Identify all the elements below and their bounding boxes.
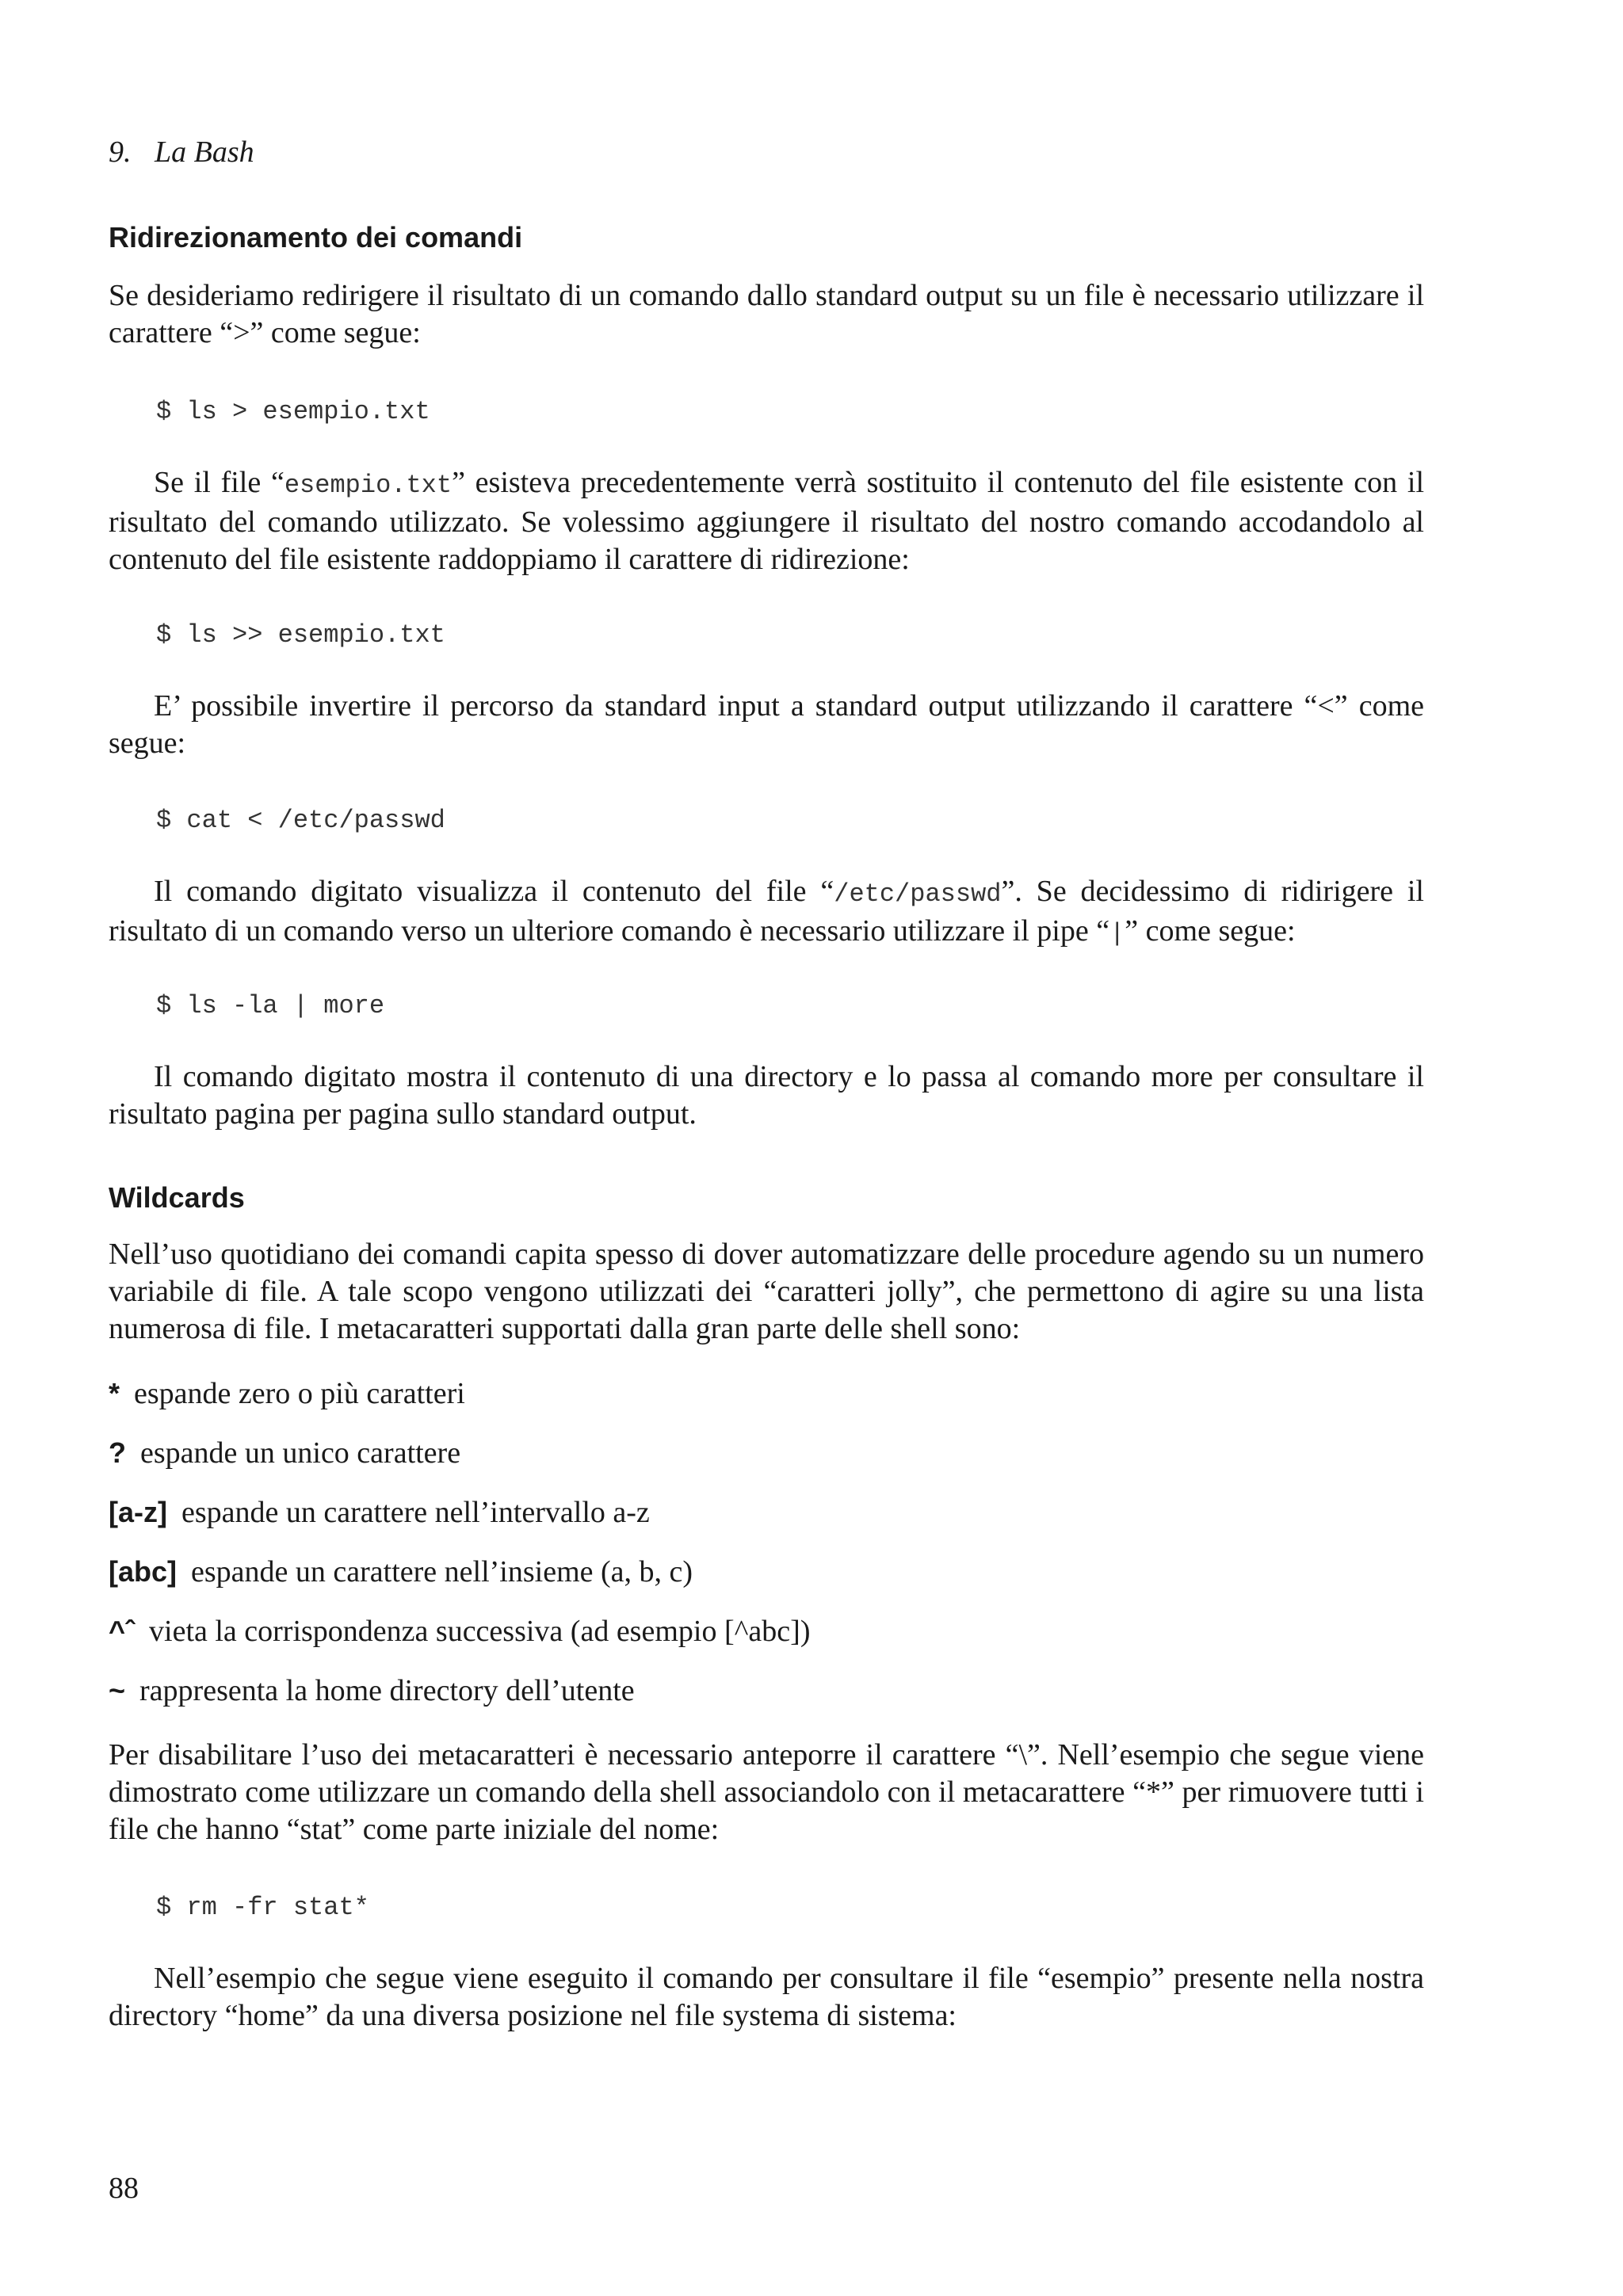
chapter-number: 9. (109, 135, 132, 169)
wildcard-term: ^ˆ (109, 1615, 136, 1647)
code-sample: $ cat < /etc/passwd (156, 806, 445, 835)
code-sample: $ ls -la | more (156, 991, 385, 1020)
wildcard-term: * (109, 1377, 120, 1409)
section-heading-wildcards: Wildcards (109, 1181, 245, 1214)
inline-code: | (1109, 919, 1125, 948)
list-item: ? espande un unico carattere (109, 1436, 461, 1470)
list-item: * espande zero o più caratteri (109, 1377, 465, 1410)
list-item: ~ rappresenta la home directory dell’utente (109, 1674, 635, 1707)
wildcard-term: ? (109, 1436, 126, 1469)
paragraph: Il comando digitato mostra il contenuto di una directory e lo passa al comando more per consultare il risultato pagina per pagina sullo standard output. (109, 1060, 1424, 1131)
paragraph: E’ possibile invertire il percorso da standard input a standard output utilizzando il carattere “<” come segue: (109, 689, 1424, 760)
paragraph: Per disabilitare l’uso dei metacaratteri è necessario anteporre il carattere “\”. Nell’esempio che segue viene dimostrato come utilizzare un comando della shell associandolo con il metacarattere “*” per rimuovere tutti i file che hanno “stat” come parte iniziale del nome: (109, 1738, 1424, 1846)
paragraph: Nell’uso quotidiano dei comandi capita spesso di dover automatizzare delle procedure agendo su un numero variabile di file. A tale scopo vengono utilizzati dei “caratteri jolly”, che permettono di agire su una lista numerosa di file. I metacaratteri supportati dalla gran parte delle shell sono: (109, 1238, 1424, 1345)
list-item: ^ˆ vieta la corrispondenza successiva (ad esempio [^abc]) (109, 1615, 811, 1648)
paragraph: Il comando digitato visualizza il contenuto del file “/etc/passwd”. Se decidessimo di ridirigere il risultato di un comando verso un ulteriore comando è necessario utilizzare il pipe “|” come segue: (109, 875, 1424, 948)
code-sample: $ ls > esempio.txt (156, 397, 430, 426)
wildcard-term: [abc] (109, 1555, 178, 1588)
page-number: 88 (109, 2172, 139, 2205)
wildcard-term: [a-z] (109, 1496, 167, 1528)
section-heading-redirection: Ridirezionamento dei comandi (109, 221, 523, 254)
list-item: [a-z] espande un carattere nell’intervallo a-z (109, 1496, 650, 1529)
paragraph: Se il file “esempio.txt” esisteva precedentemente verrà sostituito il contenuto del file esistente con il risultato del comando utilizzato. Se volessimo aggiungere il risultato del nostro comando accodandolo al contenuto del file esistente raddoppiamo il carattere di ridirezione: (109, 466, 1424, 576)
inline-code: esempio.txt (284, 471, 453, 500)
paragraph: Nell’esempio che segue viene eseguito il comando per consultare il file “esempio” presente nella nostra directory “home” da una diversa posizione nel file systema di sistema: (109, 1962, 1424, 2032)
paragraph: Se desideriamo redirigere il risultato di un comando dallo standard output su un file è necessario utilizzare il carattere “>” come segue: (109, 279, 1424, 349)
inline-code: /etc/passwd (834, 879, 1002, 909)
running-head (109, 135, 254, 170)
wildcard-term: ~ (109, 1674, 126, 1707)
chapter-title: La Bash (155, 135, 254, 169)
document-page (109, 0, 1424, 2296)
code-sample: $ rm -fr stat* (156, 1893, 369, 1922)
code-sample: $ ls >> esempio.txt (156, 620, 445, 650)
list-item: [abc] espande un carattere nell’insieme (a, b, c) (109, 1555, 693, 1589)
